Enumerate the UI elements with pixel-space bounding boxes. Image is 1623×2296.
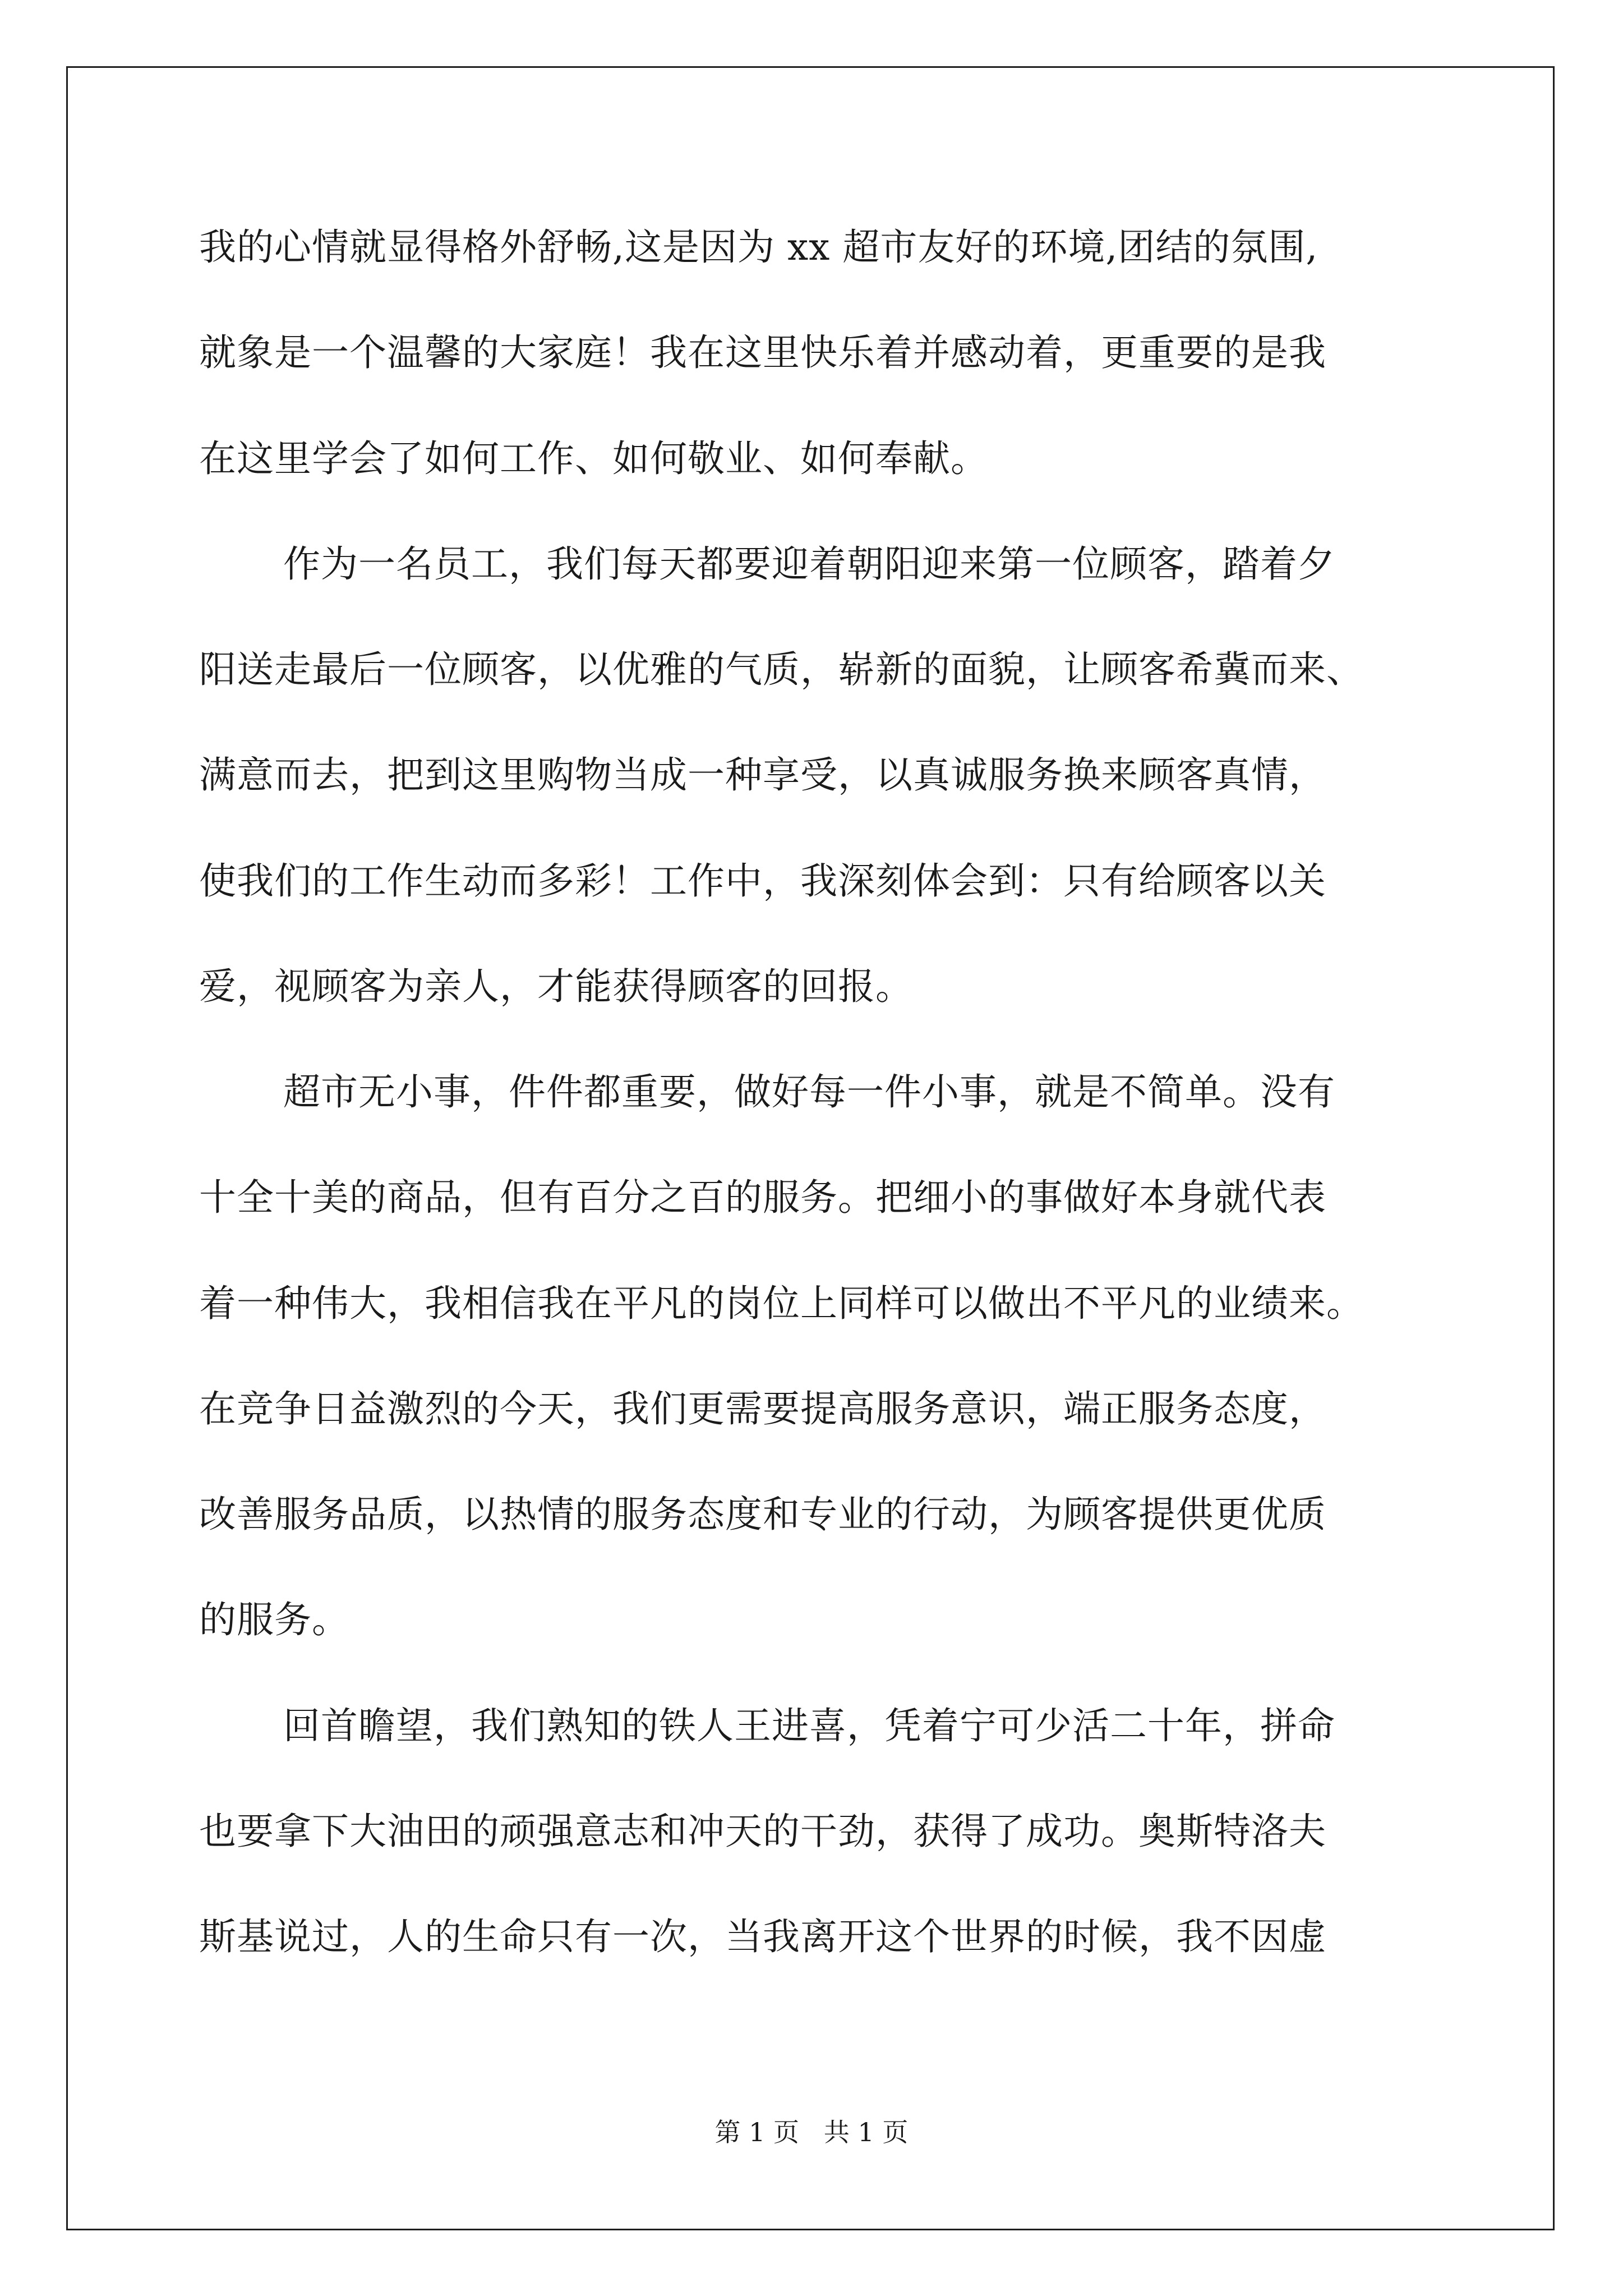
text-line: 爱，视顾客为亲人，才能获得顾客的回报。	[199, 965, 913, 1008]
page-border	[66, 66, 1555, 2230]
text-line: 在竞争日益激烈的今天，我们更需要提高服务意识，端正服务态度，	[199, 1387, 1326, 1430]
page-number-footer: 第 1 页 共 1 页	[714, 2117, 909, 2147]
text-line: 就象是一个温馨的大家庭！我在这里快乐着并感动着，更重要的是我	[199, 331, 1326, 374]
text-line: 在这里学会了如何工作、如何敬业、如何奉献。	[199, 437, 988, 480]
text-line: 使我们的工作生动而多彩！工作中，我深刻体会到：只有给顾客以关	[199, 859, 1326, 903]
text-line: 斯基说过，人的生命只有一次，当我离开这个世界的时候，我不因虚	[199, 1915, 1326, 1958]
text-line: 阳送走最后一位顾客，以优雅的气质，崭新的面貌，让顾客希冀而来、	[199, 648, 1364, 691]
text-line: 十全十美的商品，但有百分之百的服务。把细小的事做好本身就代表	[199, 1176, 1326, 1219]
text-line: 也要拿下大油田的顽强意志和冲天的干劲，获得了成功。奥斯特洛夫	[199, 1810, 1326, 1853]
paragraph-start-line: 超市无小事，件件都重要，做好每一件小事，就是不简单。没有	[283, 1070, 1335, 1114]
text-line: 改善服务品质，以热情的服务态度和专业的行动，为顾客提供更优质	[199, 1493, 1326, 1536]
text-line: 着一种伟大，我相信我在平凡的岗位上同样可以做出不平凡的业绩来。	[199, 1282, 1364, 1325]
paragraph-start-line: 回首瞻望，我们熟知的铁人王进喜，凭着宁可少活二十年，拼命	[283, 1704, 1335, 1747]
text-line: 满意而去，把到这里购物当成一种享受，以真诚服务换来顾客真情，	[199, 753, 1326, 797]
text-line: 的服务。	[199, 1598, 349, 1641]
paragraph-start-line: 作为一名员工，我们每天都要迎着朝阳迎来第一位顾客，踏着夕	[283, 542, 1335, 586]
text-line: 我的心情就显得格外舒畅,这是因为 xx 超市友好的环境,团结的氛围,	[199, 226, 1318, 269]
